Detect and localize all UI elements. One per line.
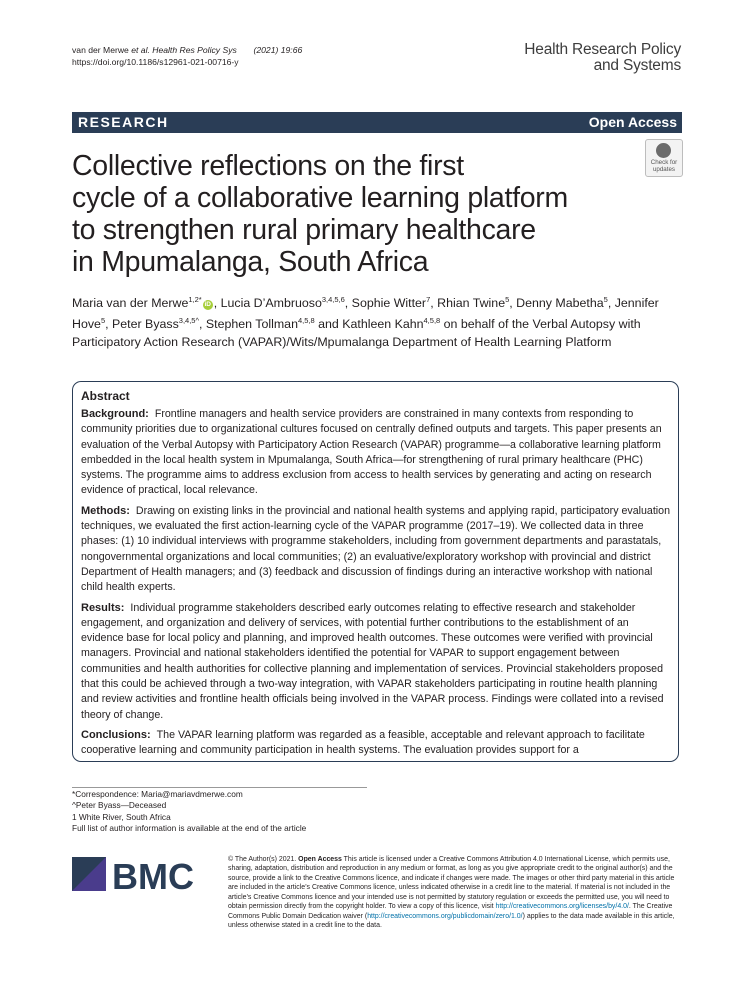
correspondence-note: *Correspondence: Maria@mariavdmerwe.com <box>72 789 243 799</box>
license-text <box>228 855 683 931</box>
title-line: Collective reflections on the first <box>72 150 464 182</box>
license-open-access: Open Access <box>298 856 342 863</box>
journal-name <box>524 42 681 74</box>
bmc-logo <box>72 855 212 900</box>
open-access-label: Open Access <box>588 114 677 130</box>
license-copyright: © The Author(s) 2021. <box>228 856 299 863</box>
title-line: in Mpumalanga, South Africa <box>72 246 429 278</box>
author-affil: 3,4,5^ <box>178 316 199 326</box>
check-updates-line2: updates <box>652 166 676 173</box>
doi-link[interactable]: https://doi.org/10.1186/s12961-021-00716-y <box>72 57 239 67</box>
author-affil: 5 <box>603 295 608 304</box>
author-name: , Denny Mabetha <box>509 296 604 311</box>
license-body: . The Creative Commons Public Domain Dedication waiver ( <box>228 903 673 920</box>
author-info-note: Full list of author information is available at the end of the article <box>72 823 307 834</box>
license-body: ) applies to the data made available in this article, unless otherwise stated in a credit line to the data. <box>228 912 675 930</box>
author-affil: 3,4,5,6 <box>321 295 345 304</box>
journal-name-line1: Health Research Policy <box>524 41 681 58</box>
citation-journal: et al. Health Res Policy Sys <box>131 45 237 55</box>
author-name: Maria van der Merwe <box>72 296 189 311</box>
author-affil: 4,5,8 <box>297 316 315 326</box>
author-affil: 4,5,8 <box>423 316 441 326</box>
abstract-conclusions <box>81 728 673 759</box>
title-line: to strengthen rural primary healthcare <box>72 214 536 246</box>
author-name: , Sophie Witter <box>344 296 427 311</box>
author-name: , Stephen Tollman <box>199 317 298 332</box>
journal-name-line2: and Systems <box>593 57 681 74</box>
author-affil: 5 <box>100 316 106 326</box>
citation-block <box>72 44 302 68</box>
deceased-note: ^Peter Byass—Deceased <box>72 800 167 811</box>
title-line: cycle of a collaborative learning platform <box>72 182 568 214</box>
section-label: Conclusions: <box>81 728 151 741</box>
check-for-updates-badge[interactable] <box>645 139 683 177</box>
section-text: The VAPAR learning platform was regarded as a feasible, acceptable and relevant approach to facilitate cooperative learning and community participation in health systems. The evaluation provides support for a <box>81 728 645 757</box>
author-affil: 5 <box>505 295 510 304</box>
article-title <box>72 150 632 278</box>
author-group: on behalf of the Verbal Autopsy with Participatory Action Research (VAPAR)/Wits/Mpumalanga Department of Health Learning Platform <box>72 317 641 350</box>
author-name: , Jennifer Hove <box>72 296 659 332</box>
abstract-box <box>72 381 679 762</box>
abstract-results <box>81 601 673 723</box>
abstract-heading: Abstract <box>81 389 130 403</box>
section-label: Background: <box>81 408 149 420</box>
bmc-logo-icon <box>72 855 212 900</box>
article-type-band <box>72 112 682 133</box>
footnote-divider <box>72 787 367 788</box>
footnotes <box>72 789 306 835</box>
license-body: This article is licensed under a Creative Commons Attribution 4.0 International License, which permits use, sharing, adaptation, distribution and reproduction in any medium or format, as long as you give appropriate credit to the original author(s) and the source, provide a link to the Creative Commons licence, and indicate if changes were made. The images or other third party material in this article are included in the article’s Creative Commons licence, unless indicated otherwise in a credit line to the material. If material is not included in the article’s Creative Commons licence and your intended use is not permitted by statutory regulation or exceeds the permitted use, you will need to obtain permission directly from the copyright holder. To view a copy of this licence, visit <box>228 856 675 911</box>
section-text: Individual programme stakeholders described early outcomes relating to effective research and stakeholder engagement, and organization and delivery of services, with potential further contributions to the establishment of an evidence base for local policy and planning, and improved health outcomes. These outcomes were verified with provincial managers. Provincial and national stakeholders identified the potential for VAPAR to support engagement between communities and health authorities for collective planning and implementation of services. Provincial stakeholders proposed that this could be achieved through a two-way integration, with VAPAR stakeholders participating in routine health planning and review activities and frontline health officials being involved in the VAPAR process. Findings were collated into a revised theory of change. <box>81 601 664 721</box>
license-link[interactable]: http://creativecommons.org/licenses/by/4.0/ <box>495 903 629 911</box>
section-label: Methods: <box>81 504 130 517</box>
author-name: and Kathleen Kahn <box>314 317 424 332</box>
author-list <box>72 291 684 351</box>
bmc-logo-text: BMC <box>112 856 194 897</box>
author-affil: 7 <box>426 295 431 304</box>
abstract-methods <box>81 504 673 596</box>
citation-year: (2021) 19:66 <box>253 45 303 55</box>
section-text: Frontline managers and health service providers are constrained in many contexts from responding to community priorities due to organizational cultures focused on centrally defined outputs and targets. This paper presents an evaluation of the Verbal Autopsy with Participatory Action Research (VAPAR) programme—a collaborative learning platform embedded in the local health system in Mpumalanga, South Africa—for strengthening of rural primary healthcare (PHC) systems. The programme aims to address exclusion from access to health services by generating and acting on research evidence of practical, local relevance. <box>81 408 662 497</box>
citation-authors: van der Merwe <box>72 45 129 55</box>
check-updates-icon <box>656 143 671 158</box>
author-affil: 1,2* <box>188 295 202 304</box>
author-name: , Rhian Twine <box>430 296 506 311</box>
author-name: , Peter Byass <box>105 317 179 332</box>
author-name: , Lucia D’Ambruoso <box>213 296 322 311</box>
section-label: Results: <box>81 601 125 614</box>
article-type-label: RESEARCH <box>78 114 169 130</box>
orcid-icon[interactable]: iD <box>204 301 211 309</box>
affiliation-note: 1 White River, South Africa <box>72 811 171 822</box>
cc0-link[interactable]: http://creativecommons.org/publicdomain/zero/1.0/ <box>367 912 523 920</box>
section-text: Drawing on existing links in the provincial and national health systems and applying rapid, participatory evaluation techniques, we evaluated the first action-learning cycle of the VAPAR programme (2017–19). We collected data in three phases: (1) 10 individual interviews with programme stakeholders, including from government departments and parastatals, nongovernmental organizations and local communities; (2) an evaluative/exploratory workshop with provincial and district Department of Health managers; and (3) feedback and discussion of findings during an interactive workshop with national child health experts. <box>81 504 671 594</box>
check-updates-line1: Check for <box>650 159 678 166</box>
abstract-background <box>81 407 673 499</box>
